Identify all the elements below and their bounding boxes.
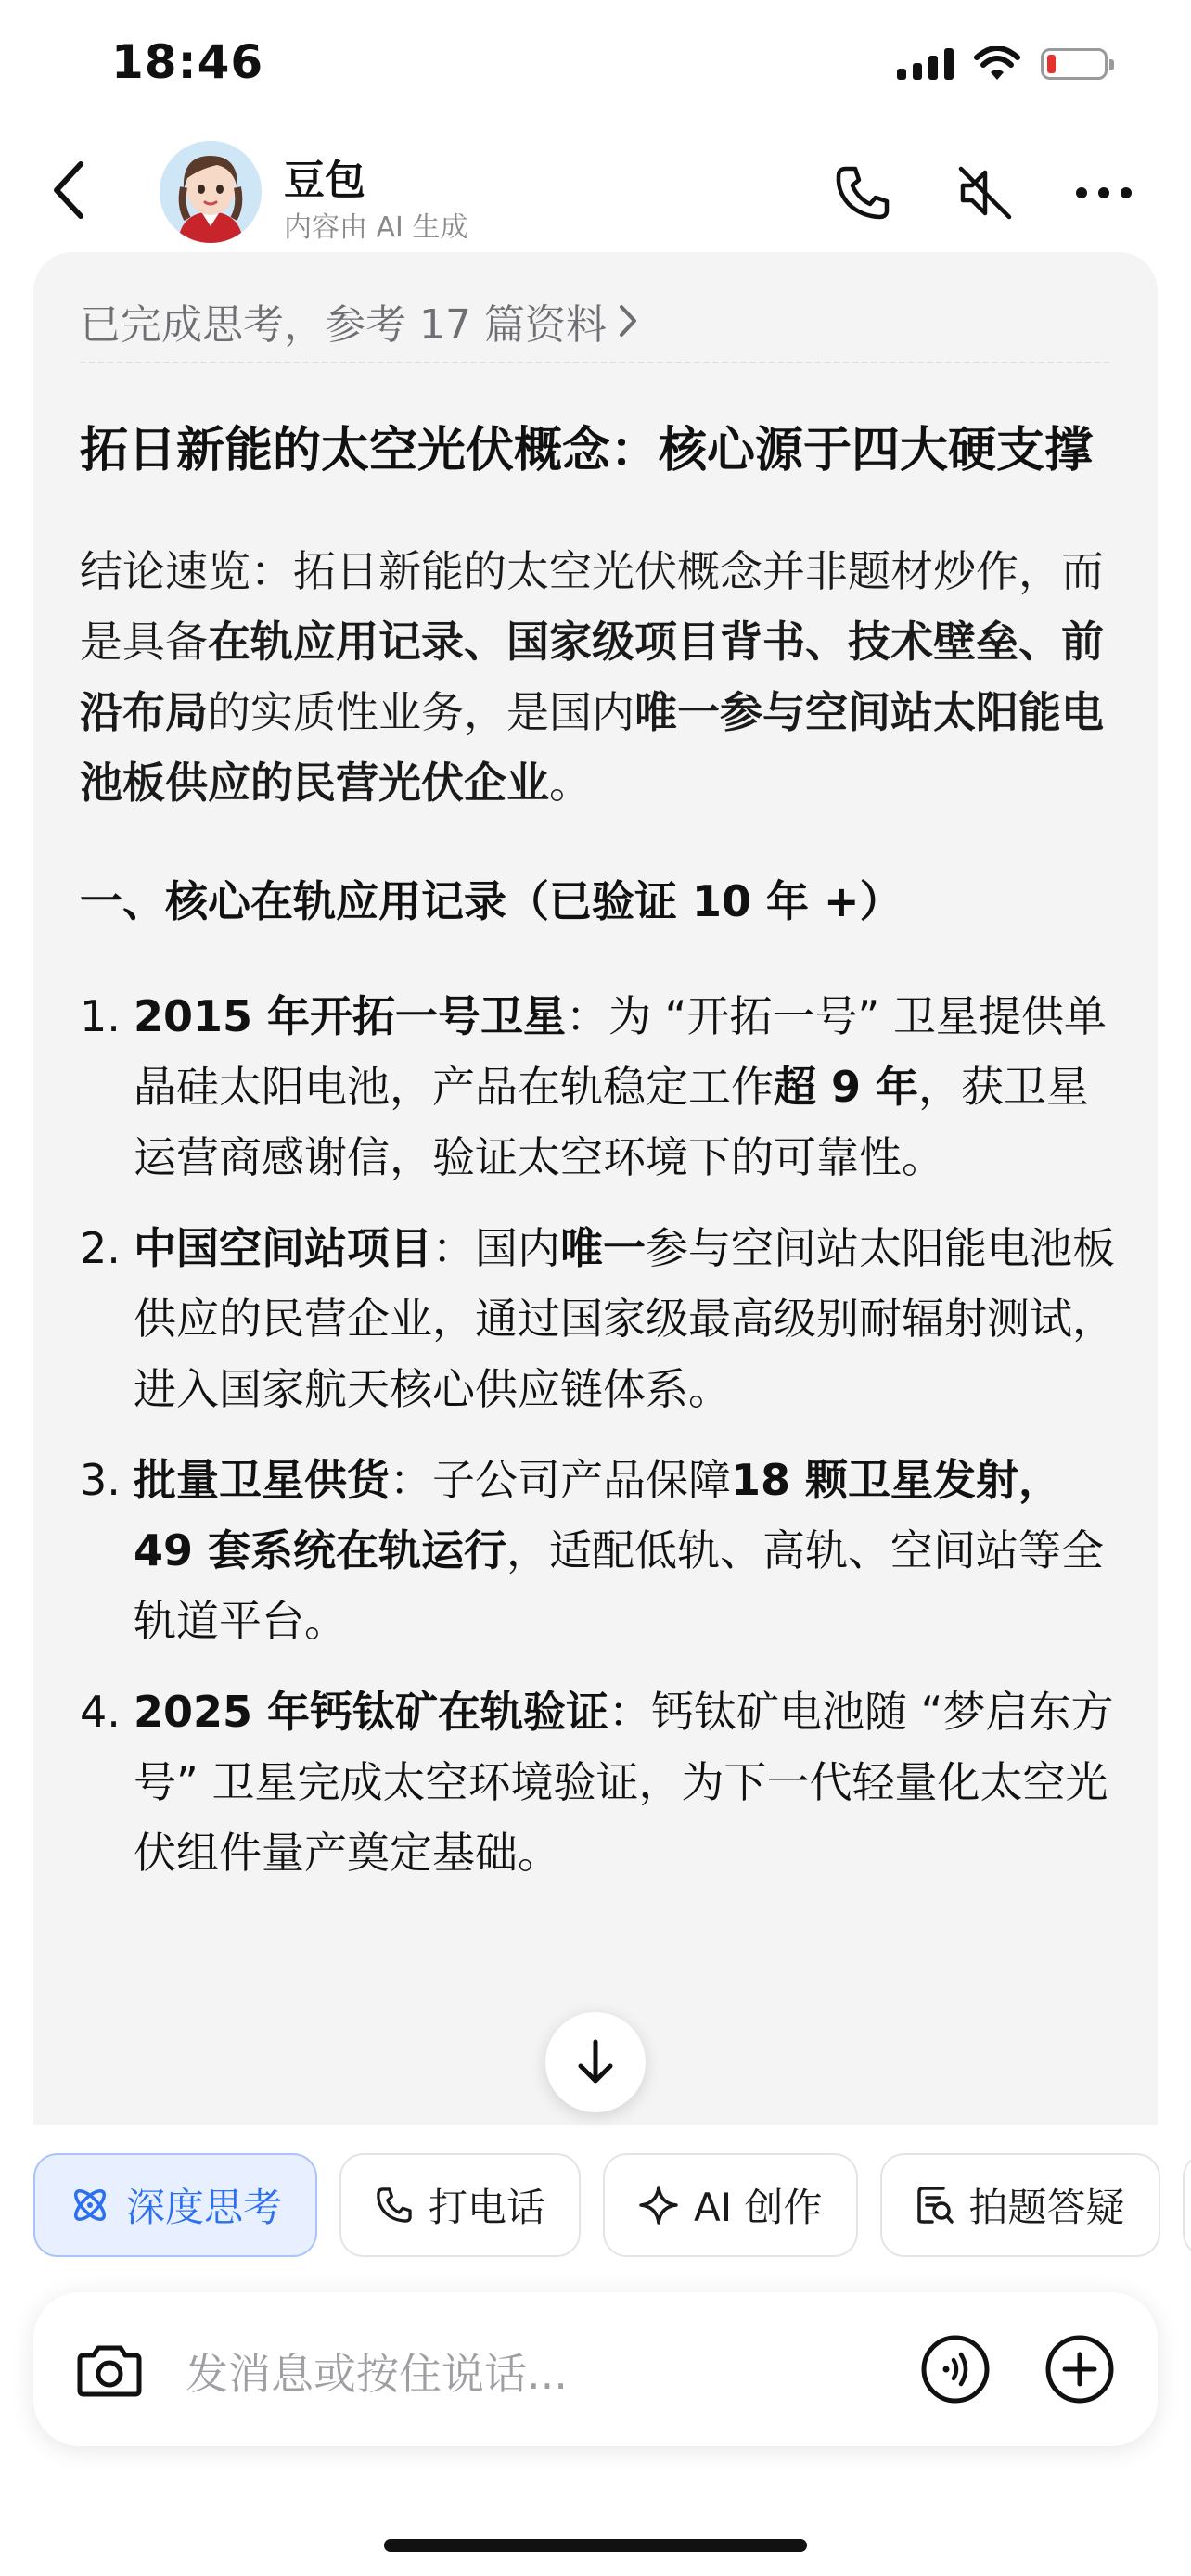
arrow-down-icon bbox=[575, 2038, 616, 2086]
list-item: 3. 批量卫星供货：子公司产品保障18 颗卫星发射，49 套系统在轨运行，适配低轨、高轨、空间站等全轨道平台。 bbox=[80, 1455, 1105, 1646]
assistant-message bbox=[33, 252, 1158, 2125]
thinking-label: 已完成思考，参考 17 篇资料 bbox=[80, 301, 607, 349]
chip-more[interactable] bbox=[1183, 2153, 1191, 2257]
chat-header bbox=[0, 130, 1191, 250]
chip-deep-thinking[interactable]: 深度思考 bbox=[33, 2153, 317, 2257]
message-content bbox=[80, 410, 1119, 1908]
message-title: 拓日新能的太空光伏概念：核心源于四大硬支撑 bbox=[80, 423, 1094, 478]
sparkle-icon bbox=[638, 2185, 679, 2225]
thinking-status[interactable] bbox=[80, 291, 638, 351]
cellular-signal-icon bbox=[897, 48, 954, 80]
chip-ai-create[interactable]: AI 创作 bbox=[603, 2153, 857, 2257]
list-item: 2. 中国空间站项目：国内唯一参与空间站太阳能电池板供应的民营企业，通过国家级最高级别耐辐射测试，进入国家航天核心供应链体系。 bbox=[80, 1223, 1115, 1414]
back-button[interactable] bbox=[37, 158, 102, 223]
chip-call[interactable]: 打电话 bbox=[339, 2153, 581, 2257]
message-input[interactable]: 发消息或按住说话... bbox=[186, 2349, 568, 2399]
scan-question-icon bbox=[916, 2185, 954, 2225]
mute-icon bbox=[955, 163, 1015, 223]
bot-name: 豆包 bbox=[284, 157, 365, 204]
message-input-bar bbox=[33, 2292, 1158, 2446]
atom-icon bbox=[69, 2184, 111, 2226]
mute-button[interactable] bbox=[950, 158, 1020, 228]
divider bbox=[80, 362, 1109, 363]
chip-photo-question[interactable]: 拍题答疑 bbox=[880, 2153, 1160, 2257]
back-icon bbox=[51, 160, 88, 220]
list-item: 4. 2025 年钙钛矿在轨验证：钙钛矿电池随 “梦启东方号” 卫星完成太空环境验证，为下一代轻量化太空光伏组件量产奠定基础。 bbox=[80, 1687, 1114, 1878]
chevron-right-icon bbox=[618, 303, 638, 338]
camera-icon bbox=[76, 2340, 143, 2398]
status-icons bbox=[897, 46, 1108, 82]
more-button[interactable] bbox=[1069, 158, 1139, 228]
wifi-icon bbox=[974, 46, 1020, 82]
phone-icon bbox=[375, 2186, 414, 2225]
voice-button[interactable] bbox=[918, 2332, 992, 2406]
list-item: 1. 2015 年开拓一号卫星：为 “开拓一号” 卫星提供单晶硅太阳电池，产品在轨稳定工作超 9 年，获卫星运营商感谢信，验证太空环境下的可靠性。 bbox=[80, 991, 1107, 1182]
plus-button[interactable] bbox=[1043, 2332, 1117, 2406]
voice-wave-icon bbox=[920, 2334, 991, 2404]
quick-actions bbox=[33, 2153, 1191, 2257]
battery-icon bbox=[1041, 48, 1108, 80]
numbered-list bbox=[80, 981, 1119, 1888]
scroll-down-button[interactable] bbox=[545, 2012, 646, 2112]
avatar[interactable] bbox=[160, 141, 262, 243]
status-time: 18:46 bbox=[111, 35, 264, 89]
home-indicator bbox=[384, 2539, 807, 2552]
status-bar bbox=[0, 0, 1191, 130]
ai-generated-label: 内容由 AI 生成 bbox=[284, 211, 468, 244]
camera-button[interactable] bbox=[72, 2332, 147, 2406]
call-button[interactable] bbox=[827, 158, 898, 228]
section-heading: 一、核心在轨应用记录（已验证 10 年 +） bbox=[80, 876, 903, 926]
plus-icon bbox=[1044, 2334, 1115, 2404]
more-icon bbox=[1073, 184, 1134, 202]
summary-paragraph: 结论速览：拓日新能的太空光伏概念并非题材炒作，而是具备在轨应用记录、国家级项目背书、技术壁垒、前沿布局的实质性业务，是国内唯一参与空间站太阳能电池板供应的民营光伏企业。 bbox=[80, 546, 1104, 808]
phone-icon bbox=[833, 163, 892, 223]
